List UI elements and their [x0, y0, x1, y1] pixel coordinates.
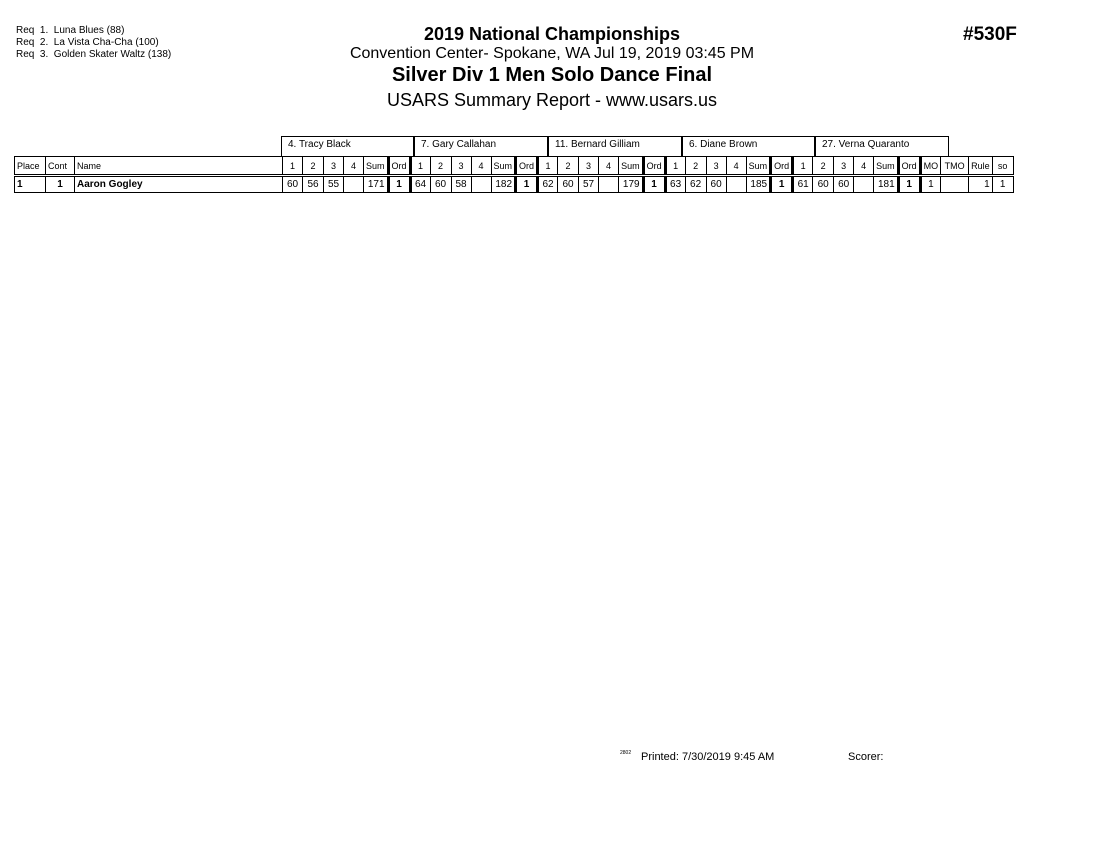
- cell-cont: 1: [46, 176, 75, 193]
- cell-judge-3-sum: 179: [619, 176, 644, 193]
- cell-judge-1-s2: 56: [303, 176, 324, 193]
- col-header-judge-4-1: 1: [665, 157, 685, 176]
- event-number: #530F: [963, 24, 1017, 45]
- cell-judge-4-ord: 1: [771, 176, 793, 193]
- cell-tmo: [941, 176, 969, 193]
- judge-header: 6. Diane Brown: [682, 136, 815, 156]
- printed-timestamp: Printed: 7/30/2019 9:45 AM: [641, 751, 775, 763]
- cell-judge-5-ord: 1: [898, 176, 920, 193]
- col-header-judge-2-sum: Sum: [491, 157, 516, 176]
- event-title: Silver Div 1 Men Solo Dance Final: [391, 64, 713, 86]
- cell-judge-1-ord: 1: [388, 176, 410, 193]
- col-header-name: Name: [75, 157, 283, 176]
- col-header-judge-2-ord: Ord: [516, 157, 538, 176]
- cell-judge-5-s4: [854, 176, 874, 193]
- venue-date-line: Convention Center- Spokane, WA Jul 19, 2019 03:45 PM: [349, 45, 755, 62]
- cell-so: 1: [992, 176, 1013, 193]
- col-header-judge-5-ord: Ord: [898, 157, 920, 176]
- col-header-mo: MO: [920, 157, 941, 176]
- cell-name: Aaron Gogley: [75, 176, 283, 193]
- col-header-tmo: TMO: [941, 157, 969, 176]
- col-header-judge-4-ord: Ord: [771, 157, 793, 176]
- cell-judge-3-s1: 62: [538, 176, 558, 193]
- championship-title: 2019 National Championships: [423, 24, 681, 44]
- cell-judge-2-sum: 182: [491, 176, 516, 193]
- judge-header: 4. Tracy Black: [281, 136, 414, 156]
- col-header-judge-1-4: 4: [344, 157, 364, 176]
- table-row: [15, 176, 1014, 193]
- judge-header: 27. Verna Quaranto: [815, 136, 949, 156]
- cell-judge-2-s1: 64: [410, 176, 430, 193]
- judge-header: 11. Bernard Gilliam: [548, 136, 682, 156]
- col-header-so: so: [992, 157, 1013, 176]
- col-header-judge-2-2: 2: [430, 157, 451, 176]
- col-header-judge-3-2: 2: [558, 157, 579, 176]
- footer-code: 2802: [620, 750, 632, 756]
- cell-judge-1-s4: [344, 176, 364, 193]
- cell-judge-5-sum: 181: [874, 176, 899, 193]
- requirement-item: Req 1. Luna Blues (88): [16, 25, 125, 36]
- cell-judge-2-s3: 58: [451, 176, 471, 193]
- col-header-judge-4-4: 4: [726, 157, 746, 176]
- col-header-judge-4-sum: Sum: [746, 157, 771, 176]
- col-header-judge-4-2: 2: [685, 157, 706, 176]
- col-header-judge-1-3: 3: [324, 157, 344, 176]
- cell-judge-4-s3: 60: [706, 176, 726, 193]
- col-header-judge-1-sum: Sum: [364, 157, 389, 176]
- cell-mo: 1: [920, 176, 941, 193]
- cell-judge-1-s3: 55: [324, 176, 344, 193]
- col-header-judge-2-3: 3: [451, 157, 471, 176]
- cell-judge-2-s4: [471, 176, 491, 193]
- cell-judge-1-sum: 171: [364, 176, 389, 193]
- col-header-judge-2-4: 4: [471, 157, 491, 176]
- col-header-cont: Cont: [46, 157, 75, 176]
- col-header-judge-5-2: 2: [813, 157, 834, 176]
- cell-judge-5-s1: 61: [793, 176, 813, 193]
- table-header-row: [15, 157, 1014, 176]
- col-header-judge-5-1: 1: [793, 157, 813, 176]
- col-header-judge-3-3: 3: [579, 157, 599, 176]
- col-header-judge-2-1: 1: [410, 157, 430, 176]
- cell-judge-2-s2: 60: [430, 176, 451, 193]
- cell-judge-1-s1: 60: [283, 176, 303, 193]
- col-header-judge-5-sum: Sum: [874, 157, 899, 176]
- cell-judge-3-s3: 57: [579, 176, 599, 193]
- cell-judge-3-s2: 60: [558, 176, 579, 193]
- col-header-place: Place: [15, 157, 46, 176]
- col-header-judge-1-2: 2: [303, 157, 324, 176]
- cell-judge-3-s4: [599, 176, 619, 193]
- cell-judge-3-ord: 1: [643, 176, 665, 193]
- col-header-judge-3-sum: Sum: [619, 157, 644, 176]
- col-header-judge-3-ord: Ord: [643, 157, 665, 176]
- cell-judge-5-s2: 60: [813, 176, 834, 193]
- results-table: [14, 156, 1014, 193]
- requirement-item: Req 3. Golden Skater Waltz (138): [16, 49, 172, 60]
- cell-judge-4-s1: 63: [665, 176, 685, 193]
- cell-judge-4-s4: [726, 176, 746, 193]
- col-header-judge-5-3: 3: [834, 157, 854, 176]
- requirement-item: Req 2. La Vista Cha-Cha (100): [16, 37, 159, 48]
- cell-judge-2-ord: 1: [516, 176, 538, 193]
- col-header-judge-4-3: 3: [706, 157, 726, 176]
- cell-judge-4-s2: 62: [685, 176, 706, 193]
- cell-rule: 1: [969, 176, 993, 193]
- cell-judge-5-s3: 60: [834, 176, 854, 193]
- col-header-rule: Rule: [969, 157, 993, 176]
- cell-place: 1: [15, 176, 46, 193]
- col-header-judge-1-1: 1: [283, 157, 303, 176]
- scorer-label: Scorer:: [848, 751, 884, 763]
- judge-header: 7. Gary Callahan: [414, 136, 548, 156]
- report-subtitle: USARS Summary Report - www.usars.us: [386, 90, 718, 110]
- col-header-judge-3-1: 1: [538, 157, 558, 176]
- col-header-judge-5-4: 4: [854, 157, 874, 176]
- cell-judge-4-sum: 185: [746, 176, 771, 193]
- col-header-judge-3-4: 4: [599, 157, 619, 176]
- col-header-judge-1-ord: Ord: [388, 157, 410, 176]
